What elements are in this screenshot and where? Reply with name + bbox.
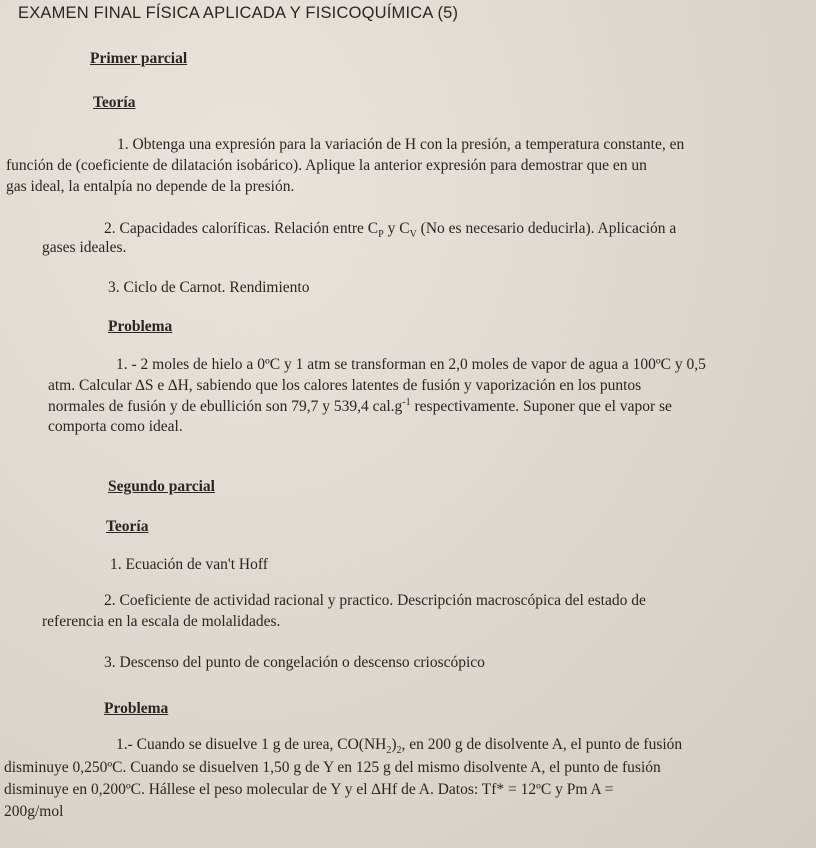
theory-question-1-line-1: 1. Obtenga una expresión para la variación de H con la presión, a temperatura constante, en: [117, 136, 685, 153]
problem-line-3-pre: normales de fusión y de ebullición son 79,7 y 539,4 cal.g: [48, 398, 403, 415]
theory-question-1-line-3: gas ideal, la entalpía no depende de la presión.: [6, 178, 295, 195]
problem-line-3: [48, 398, 672, 416]
exam-title: EXAMEN FINAL FÍSICA APLICADA Y FISICOQUÍMICA (5): [18, 4, 459, 22]
problem2-line-1-pre: 1.- Cuando se disuelve 1 g de urea, CO(NH: [116, 736, 387, 753]
problem-line-3-superscript: -1: [402, 396, 411, 408]
theory-question-2-line-2: gases ideales.: [42, 239, 127, 256]
theory2-question-2-line-1: 2. Coeficiente de actividad racional y practico. Descripción macroscópica del estado de: [104, 592, 646, 609]
theory-heading-2: Teoría: [106, 518, 149, 535]
problem2-line-2: disminuye 0,250ºC. Cuando se disuelven 1,50 g de Y en 125 g del mismo disolvente A, el punto de fusión: [4, 759, 661, 776]
q2-subscript-v: V: [409, 229, 417, 241]
q2-subscript-p: P: [378, 229, 384, 241]
section-heading-segundo-parcial: Segundo parcial: [108, 478, 215, 495]
problem-line-4: comporta como ideal.: [48, 418, 183, 435]
problem-heading: Problema: [108, 318, 173, 335]
problem2-line-3: disminuye en 0,200ºC. Hállese el peso molecular de Y y el ∆Hf de A. Datos: Tf* = 12ºC y Pm A =: [4, 781, 614, 798]
theory2-question-2-line-2: referencia en la escala de molalidades.: [42, 613, 281, 630]
problem-line-1: 1. - 2 moles de hielo a 0ºC y 1 atm se transforman en 2,0 moles de vapor de agua a 100ºC y 0,5: [116, 356, 706, 373]
problem2-sub-2: 2: [396, 745, 402, 757]
q2-text-pre: 2. Capacidades caloríficas. Relación entre C: [104, 220, 379, 237]
q2-text-mid: y C: [383, 220, 410, 237]
problem2-sub-1: 2: [386, 745, 392, 757]
theory-heading: Teoría: [93, 94, 136, 111]
problem2-heading: Problema: [104, 700, 169, 717]
problem2-line-1: [116, 736, 683, 757]
problem-line-2: atm. Calcular ∆S e ∆H, sabiendo que los calores latentes de fusión y vaporización en los puntos: [48, 377, 642, 394]
theory2-question-3: 3. Descenso del punto de congelación o descenso crioscópico: [104, 654, 485, 671]
theory2-question-1: 1. Ecuación de van't Hoff: [110, 556, 268, 573]
problem2-line-1-post: , en 200 g de disolvente A, el punto de fusión: [401, 736, 683, 753]
q2-text-post: (No es necesario deducirla). Aplicación a: [416, 220, 677, 237]
problem2-line-1-mid: ): [391, 736, 397, 753]
problem-line-3-post: respectivamente. Suponer que el vapor se: [410, 398, 672, 415]
theory-question-3: 3. Ciclo de Carnot. Rendimiento: [108, 279, 310, 296]
theory-question-1-line-2: función de (coeficiente de dilatación isobárico). Aplique la anterior expresión para demostrar que en un: [6, 157, 647, 174]
section-heading-primer-parcial: Primer parcial: [90, 50, 188, 67]
problem2-line-4: 200g/mol: [4, 803, 64, 820]
theory-question-2-line-1: [104, 220, 677, 241]
